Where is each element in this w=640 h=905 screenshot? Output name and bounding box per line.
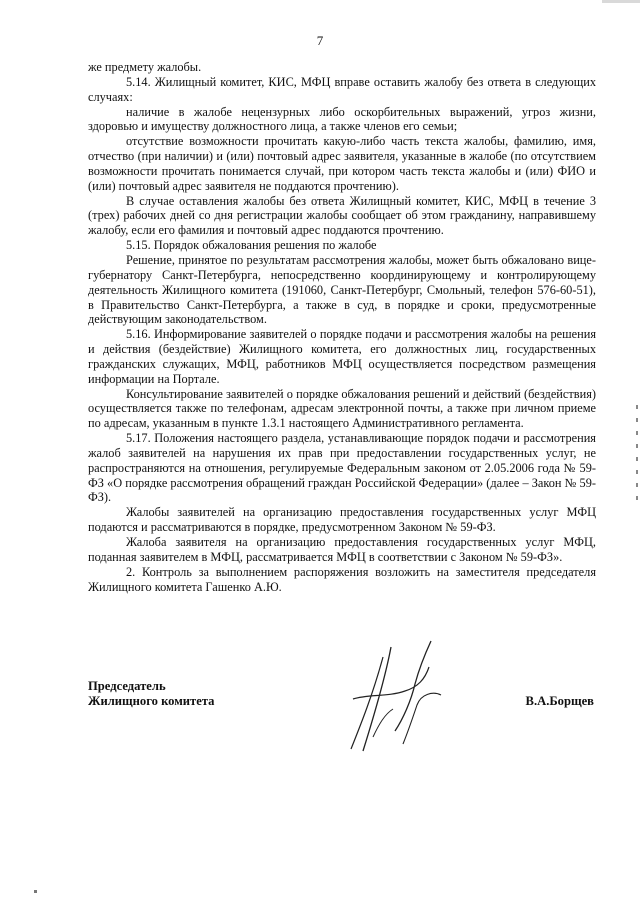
paragraph: 5.15. Порядок обжалования решения по жалобе <box>126 238 377 253</box>
paragraph: 5.16. Информирование заявителей о порядке подачи и рассмотрения жалобы на решения и действия (бездействие) Жилищного комитета, его должностных лиц, государственных гражданских служащих, МФЦ, работников МФЦ осуществляется посредством размещения информации на Портале. <box>88 327 596 386</box>
paragraph: же предмету жалобы. <box>88 60 202 74</box>
scan-artifact <box>34 890 37 893</box>
page-number: 7 <box>316 33 324 48</box>
signatory-position-line2: Жилищного комитета <box>88 694 215 708</box>
paragraph: 2. Контроль за выполнением распоряжения возложить на заместителя председателя Жилищного комитета Гашенко А.Ю. <box>88 564 596 594</box>
signatory-position-line1: Председатель <box>88 679 166 693</box>
paragraph: Жалобы заявителей на организацию предоставления государственных услуг МФЦ подаются и рассматриваются в порядке, предусмотренном Законом № 59-ФЗ. <box>88 505 596 535</box>
paragraph: Консультирование заявителей о порядке обжалования решений и действий (бездействия) осуществляется также по телефонам, адресам электронной почты, а также при личном приеме по адресам, указанным в пункте 1.3.1 настоящего Административного регламента. <box>88 386 596 431</box>
document-body <box>88 60 596 594</box>
paragraph: наличие в жалобе нецензурных либо оскорбительных выражений, угроз жизни, здоровью и имуществу должностного лица, а также членов его семьи; <box>88 104 596 134</box>
signature-block <box>88 679 596 799</box>
paragraph: Решение, принятое по результатам рассмотрения жалобы, может быть обжаловано вице-губернатору Санкт-Петербурга, непосредственно координирующему и контролирующему деятельность Жилищного комитета (191060, Санкт-Петербург, Смольный, телефон 576-60-51), в Правительство Санкт-Петербурга, а также в суд, в порядке и сроки, предусмотренные действующим законодательством. <box>88 252 596 327</box>
paragraph: 5.17. Положения настоящего раздела, устанавливающие порядок подачи и рассмотрения жалоб заявителей на нарушения их прав при предоставлении государственных услуг, не распространяются на отношения, регулируемые Федеральным законом от 2.05.2006 года № 59-ФЗ «О порядке рассмотрения обращений граждан Российской Федерации» (далее – Закон № 59-ФЗ). <box>88 431 596 505</box>
paragraph: Жалоба заявителя на организацию предоставления государственных услуг МФЦ, поданная заявителем в МФЦ, рассматривается МФЦ в соответствии с Законом № 59-ФЗ». <box>88 535 596 564</box>
scan-artifact <box>602 0 640 3</box>
signatory-position <box>88 679 214 709</box>
paragraph: В случае оставления жалобы без ответа Жилищный комитет, КИС, МФЦ в течение 3 (трех) рабочих дней со дня регистрации жалобы сообщает об этом гражданину, направившему жалобу, если его фамилия и почтовый адрес поддаются прочтению. <box>88 193 596 238</box>
handwritten-signature <box>333 639 463 754</box>
paragraph: отсутствие возможности прочитать какую-либо часть текста жалобы, фамилию, имя, отчество (при наличии) и (или) почтовый адрес заявителя, указанные в жалобе (по отсутствием возможности прочитать понимается случай, при котором часть текста жалобы и (или) ФИО и (или) почтовый адрес заявителя не поддаются прочтению). <box>88 134 596 193</box>
scan-artifact <box>636 405 638 525</box>
signatory-name: В.А.Борщев <box>525 694 594 708</box>
paragraph: 5.14. Жилищный комитет, КИС, МФЦ вправе оставить жалобу без ответа в следующих случаях: <box>88 74 596 104</box>
